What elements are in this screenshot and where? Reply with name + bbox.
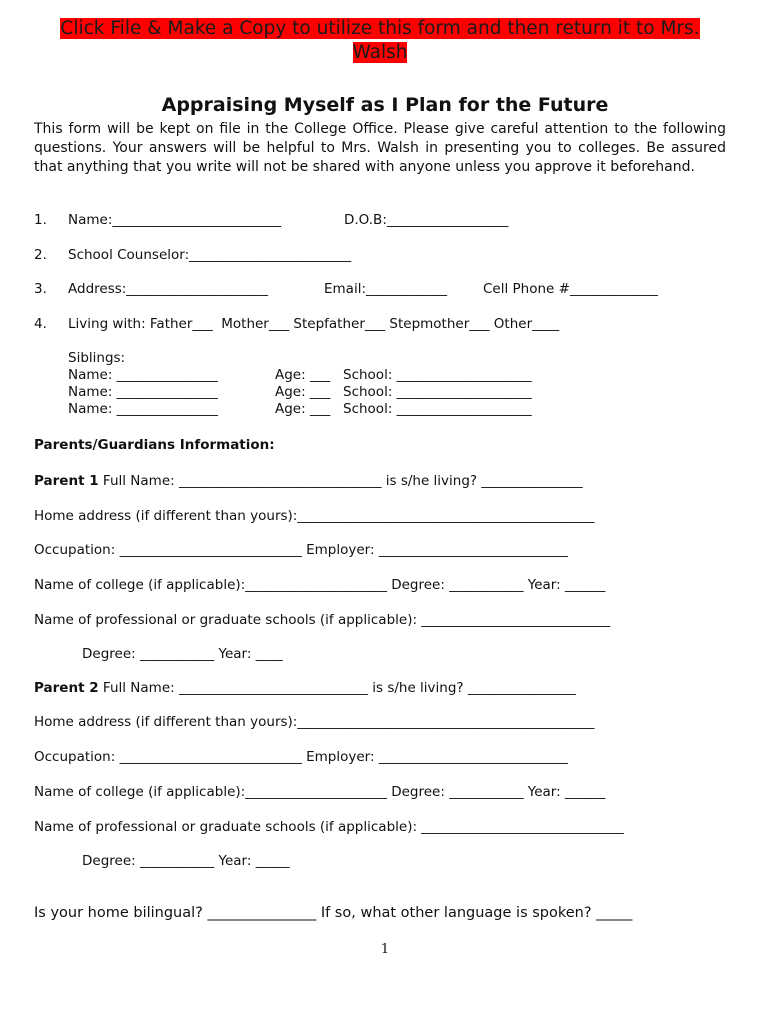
parent1-full-name-row[interactable]: [34, 473, 583, 490]
q3-number: 3.: [34, 281, 47, 297]
parent1-home-address-field[interactable]: Home address (if different than yours):____________________________________________: [34, 508, 595, 524]
parent2-grad-school-field[interactable]: Name of professional or graduate schools (if applicable): ______________________________: [34, 819, 624, 835]
sibling-age-field[interactable]: Age: ___: [275, 401, 331, 417]
intro-paragraph: This form will be kept on file in the College Office. Please give careful attention to the following questions. Your answers will be helpful to Mrs. Walsh in presenting you to colleges. Be assured that anything that you write will not be shared with anyone unless you approve it beforehand.: [34, 121, 726, 175]
parent1-label: Parent 1: [34, 473, 99, 489]
bilingual-question[interactable]: Is your home bilingual? _______________ If so, what other language is spoken? _____: [34, 905, 633, 921]
parent1-college-field[interactable]: Name of college (if applicable):_____________________ Degree: ___________ Year: ______: [34, 577, 606, 593]
q4-number: 4.: [34, 316, 47, 332]
sibling-name-field[interactable]: Name: _______________: [68, 401, 218, 417]
parent2-home-address-field[interactable]: Home address (if different than yours):____________________________________________: [34, 714, 595, 730]
sibling-age-field[interactable]: Age: ___: [275, 384, 331, 400]
email-field[interactable]: Email:____________: [324, 281, 448, 297]
address-field[interactable]: Address:_____________________: [68, 281, 269, 297]
parent2-college-field[interactable]: Name of college (if applicable):_____________________ Degree: ___________ Year: ______: [34, 784, 606, 800]
parent1-grad-degree-field[interactable]: Degree: ___________ Year: ____: [82, 646, 283, 662]
living-with-field[interactable]: Living with: Father___ Mother___ Stepfather___ Stepmother___ Other____: [68, 316, 560, 332]
parents-heading: Parents/Guardians Information:: [34, 437, 275, 453]
parent2-full-name-field[interactable]: Full Name: ____________________________ is s/he living? ________________: [98, 680, 576, 696]
sibling-name-field[interactable]: Name: _______________: [68, 367, 218, 383]
cell-phone-field[interactable]: Cell Phone #_____________: [483, 281, 658, 297]
q1-number: 1.: [34, 212, 47, 228]
page-title: Appraising Myself as I Plan for the Future: [161, 94, 609, 116]
parent2-full-name-row[interactable]: [34, 680, 576, 697]
sibling-school-field[interactable]: School: ____________________: [343, 384, 532, 400]
parent2-occupation-field[interactable]: Occupation: ___________________________ Employer: ____________________________: [34, 749, 568, 765]
parent2-grad-degree-field[interactable]: Degree: ___________ Year: _____: [82, 853, 290, 869]
siblings-label: Siblings:: [68, 350, 126, 366]
parent1-occupation-field[interactable]: Occupation: ___________________________ Employer: ____________________________: [34, 542, 568, 558]
parent1-grad-school-field[interactable]: Name of professional or graduate schools (if applicable): ____________________________: [34, 612, 611, 628]
instruction-banner: [52, 17, 708, 65]
name-field[interactable]: Name:_________________________: [68, 212, 282, 228]
banner-text: Click File & Make a Copy to utilize this form and then return it to Mrs. Walsh: [60, 18, 700, 63]
dob-field[interactable]: D.O.B:__________________: [344, 212, 509, 228]
q2-number: 2.: [34, 247, 47, 263]
school-counselor-field[interactable]: School Counselor:________________________: [68, 247, 352, 263]
sibling-school-field[interactable]: School: ____________________: [343, 401, 532, 417]
sibling-name-field[interactable]: Name: _______________: [68, 384, 218, 400]
sibling-school-field[interactable]: School: ____________________: [343, 367, 532, 383]
sibling-age-field[interactable]: Age: ___: [275, 367, 331, 383]
parent1-full-name-field[interactable]: Full Name: ______________________________ is s/he living? _______________: [98, 473, 583, 489]
parent2-label: Parent 2: [34, 680, 99, 696]
page-number: 1: [380, 942, 390, 957]
